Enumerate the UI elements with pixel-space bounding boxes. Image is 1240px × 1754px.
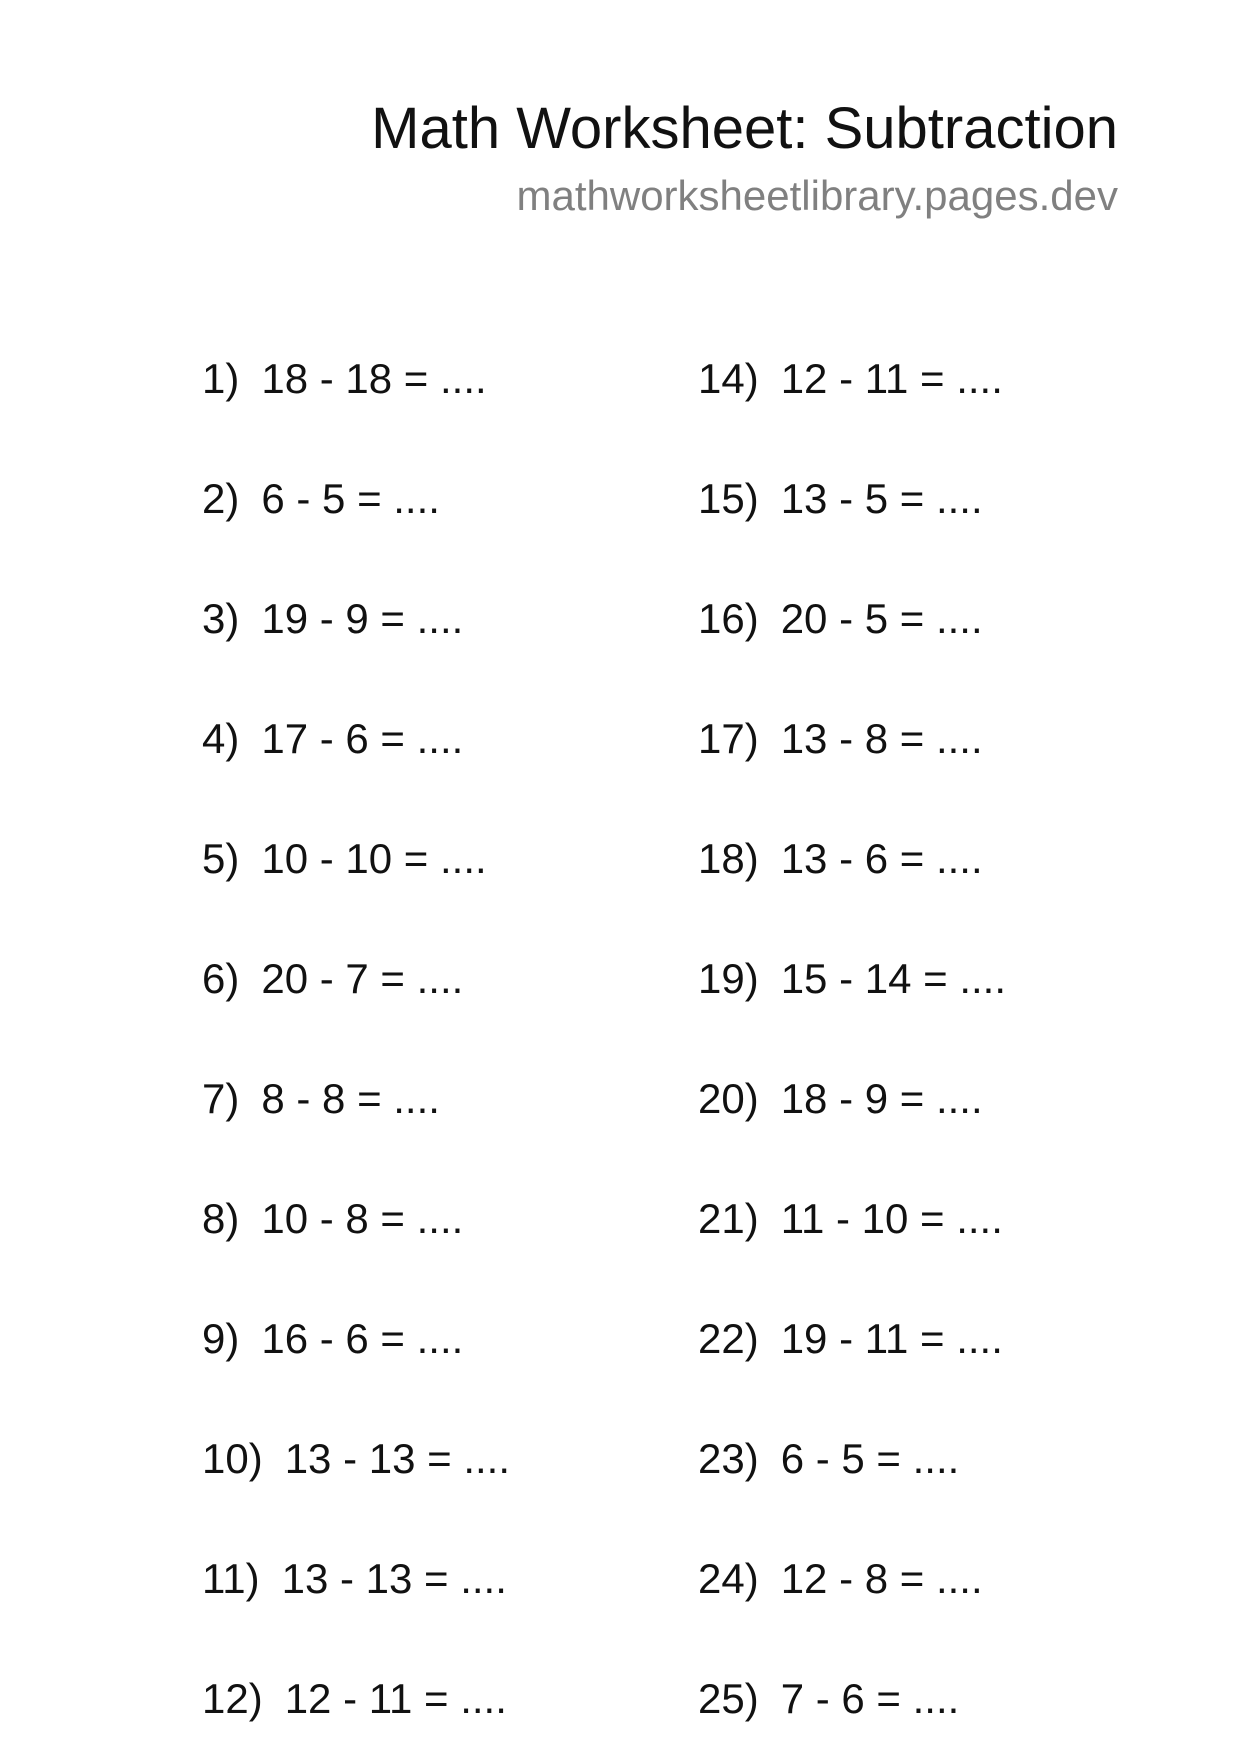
problem-item	[698, 1315, 1003, 1362]
problem-item	[202, 715, 464, 762]
problem-expression: 13 - 8 = ....	[780, 715, 983, 762]
problem-number: 14)	[698, 355, 759, 402]
problem-item	[698, 955, 1007, 1002]
worksheet-source: mathworksheetlibrary.pages.dev	[516, 171, 1118, 219]
problem-expression: 16 - 6 = ....	[261, 1315, 464, 1362]
problem-expression: 18 - 9 = ....	[780, 1075, 983, 1122]
problem-number: 16)	[698, 595, 759, 642]
problem-item	[698, 835, 983, 882]
problem-expression: 20 - 5 = ....	[780, 595, 983, 642]
problem-number: 3)	[202, 595, 240, 642]
problem-item	[202, 1555, 507, 1602]
problem-item	[202, 955, 464, 1002]
problem-expression: 13 - 13 = ....	[281, 1555, 507, 1602]
problem-item	[202, 1315, 464, 1362]
problem-expression: 10 - 8 = ....	[261, 1195, 464, 1242]
problem-expression: 17 - 6 = ....	[261, 715, 464, 762]
problem-item	[202, 475, 440, 522]
problem-expression: 19 - 9 = ....	[261, 595, 464, 642]
worksheet-title: Math Worksheet: Subtraction	[371, 96, 1118, 161]
problem-item	[698, 1555, 983, 1602]
problem-expression: 15 - 14 = ....	[780, 955, 1007, 1002]
problem-item	[698, 715, 983, 762]
problem-number: 24)	[698, 1555, 759, 1602]
problem-number: 1)	[202, 355, 240, 402]
problem-number: 2)	[202, 475, 240, 522]
problem-item	[202, 835, 487, 882]
problem-number: 10)	[202, 1435, 263, 1482]
problem-expression: 19 - 11 = ....	[780, 1315, 1003, 1362]
problem-item	[698, 1195, 1003, 1242]
problem-number: 21)	[698, 1195, 759, 1242]
problem-expression: 13 - 13 = ....	[284, 1435, 511, 1482]
problem-number: 6)	[202, 955, 240, 1002]
problem-item	[202, 1195, 464, 1242]
problem-expression: 12 - 11 = ....	[284, 1675, 507, 1722]
problem-item	[698, 475, 983, 522]
problem-expression: 6 - 5 = ....	[780, 1435, 960, 1482]
problem-item	[202, 1675, 507, 1722]
problem-item	[202, 1075, 440, 1122]
problem-number: 23)	[698, 1435, 759, 1482]
problem-number: 15)	[698, 475, 759, 522]
problem-number: 8)	[202, 1195, 240, 1242]
problem-number: 19)	[698, 955, 759, 1002]
problem-item	[202, 1435, 511, 1482]
problem-item	[698, 595, 983, 642]
problem-expression: 13 - 6 = ....	[780, 835, 983, 882]
problem-number: 25)	[698, 1675, 759, 1722]
problem-expression: 8 - 8 = ....	[261, 1075, 440, 1122]
problem-number: 12)	[202, 1675, 263, 1722]
problem-expression: 6 - 5 = ....	[261, 475, 440, 522]
problem-number: 17)	[698, 715, 759, 762]
problem-expression: 12 - 8 = ....	[780, 1555, 983, 1602]
problem-number: 9)	[202, 1315, 240, 1362]
problem-item	[698, 1075, 983, 1122]
problem-number: 5)	[202, 835, 240, 882]
problem-expression: 18 - 18 = ....	[261, 355, 487, 402]
problem-item	[698, 355, 1003, 402]
problem-item	[202, 355, 487, 402]
problem-expression: 11 - 10 = ....	[780, 1195, 1003, 1242]
problem-number: 7)	[202, 1075, 240, 1122]
problem-expression: 12 - 11 = ....	[780, 355, 1003, 402]
problem-item	[202, 595, 464, 642]
problem-number: 11)	[202, 1555, 260, 1602]
problem-item	[698, 1435, 960, 1482]
problem-number: 4)	[202, 715, 240, 762]
problem-expression: 20 - 7 = ....	[261, 955, 464, 1002]
problem-expression: 10 - 10 = ....	[261, 835, 487, 882]
problem-expression: 7 - 6 = ....	[780, 1675, 960, 1722]
problem-number: 18)	[698, 835, 759, 882]
problem-number: 20)	[698, 1075, 759, 1122]
problem-item	[698, 1675, 960, 1722]
problem-expression: 13 - 5 = ....	[780, 475, 983, 522]
problem-number: 22)	[698, 1315, 759, 1362]
